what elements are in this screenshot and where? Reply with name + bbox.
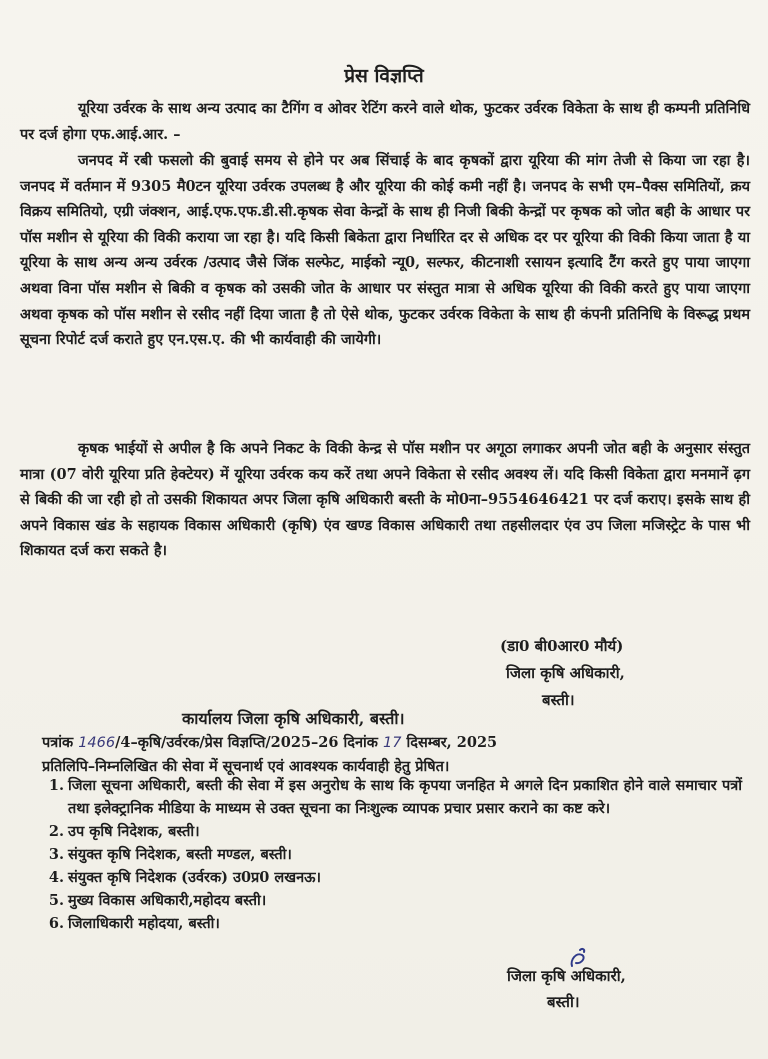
reference-middle: /4–कृषि/उर्वरक/प्रेस विज्ञप्ति/2025–26 दिनांक <box>115 734 378 751</box>
list-item: 1. जिला सूचना अधिकारी, बस्ती की सेवा में इस अनुरोध के साथ कि कृपया जनहित मे अगले दिन प्रकाशित होने वाले समाचार पत्रों तथा इलेक्ट्रानिक मीडिया के माध्यम से उक्त सूचना का निःशुल्क व्यापक प्रचार प्रसार कराने का कष्ट करे। <box>48 777 742 817</box>
reference-line <box>42 732 497 752</box>
officer-place: बस्ती। <box>542 691 575 709</box>
signature-block-1 <box>500 633 740 714</box>
body-paragraph-2: कृषक भाईयों से अपील है कि अपने निकट के विकी केन्द्र से पॉस मशीन पर अगूठा लगाकर अपनी जोत बही के अनुसार संस्तुत मात्रा (07 वोरी यूरिया प्रति हेक्टेयर) में यूरिया उर्वरक कय करें तथा अपने विकेता से रसीद अवश्य लें। यदि किसी विकेता द्वारा मनमानें ढ़ग से बिकी की जा रही हो तो उसकी शिकायत अपर जिला कृषि अधिकारी बस्ती के मो0ना–9554646421 पर दर्ज कराए। इसके साथ ही अपने विकास खंड के सहायक विकास अधिकारी (कृषि) एंव खण्ड विकास अधिकारी तथा तहसीलदार एंव उप जिला मजिस्ट्रेट के पास भी शिकायत दर्ज करा सकते है। <box>20 440 750 560</box>
reference-prefix: पत्रांक <box>42 734 74 751</box>
officer-name: (डा0 बी0आर0 मौर्य) <box>500 637 624 655</box>
list-item: 5. मुख्य विकास अधिकारी,महोदय बस्ती। <box>48 892 267 909</box>
officer-place-2: बस्ती। <box>547 993 580 1011</box>
list-item: 4. संयुक्त कृषि निदेशक (उर्वरक) उ0प्र0 लखनऊ। <box>48 869 322 886</box>
signature-block-2 <box>507 963 747 1015</box>
officer-designation: जिला कृषि अधिकारी, <box>506 664 625 682</box>
headline-paragraph: यूरिया उर्वरक के साथ अन्य उत्पाद का टैगिंग व ओवर रेटिंग करने वाले थोक, फुटकर उर्वरक विकेता के साथ ही कम्पनी प्रतिनिधि पर दर्ज होगा एफ.आई.आर. – <box>20 100 750 143</box>
list-item: 6. जिलाधिकारी महोदया, बस्ती। <box>48 915 220 932</box>
reference-month-year: दिसम्बर, 2025 <box>406 734 498 751</box>
list-item: 2. उप कृषि निदेशक, बस्ती। <box>48 823 200 840</box>
document-title: प्रेस विज्ञप्ति <box>344 65 424 87</box>
reference-day: 17 <box>382 735 402 751</box>
body-paragraph-1: जनपद में रबी फसलो की बुवाई समय से होने पर अब सिंचाई के बाद कृषकों द्वारा यूरिया की मांग तेजी से किया जा रहा है। जनपद में वर्तमान में 9305 मै0टन यूरिया उर्वरक उपलब्ध है और यूरिया की कोई कमी नहीं है। जनपद के सभी एम–पैक्स समितियों, क्रय विक्रय समितियो, एग्री जंक्शन, आई.एफ.एफ.डी.सी.कृषक सेवा केन्द्रों के साथ ही निजी बिकी केन्द्रों पर कृषक को जोत बही के आधार पर पॉस मशीन से यूरिया की विकी कराया जा रहा है। यदि किसी बिकेता द्वारा निर्धारित दर से अधिक दर पर यूरिया की विकी किया जाता है या यूरिया के साथ अन्य अन्य उर्वरक /उत्पाद जैसे जिंक सल्फेट, माईको न्यू0, सल्फर, कीटनाशी रसायन इत्यादि टैंग करते हुए पाया जाएगा अथवा विना पॉस मशीन से बिकी व कृषक को उसकी जोत के आधार पर संस्तुत मात्रा से अधिक यूरिया की विकी करते हुए पाया जाएगा अथवा कृषक को पॉस मशीन से रसीद नहीं दिया जाता है तो ऐसे थोक, फुटकर उर्वरक विकेता के साथ ही कंपनी प्रतिनिधि के विरूद्ध प्रथम सूचना रिपोर्ट दर्ज कराते हुए एन.एस.ए. की भी कार्यवाही की जायेगी। <box>20 152 750 349</box>
copy-intro: प्रतिलिपि–निम्नलिखित की सेवा में सूचनार्थ एवं आवश्यक कार्यवाही हेतु प्रेषित। <box>42 758 450 775</box>
officer-designation-2: जिला कृषि अधिकारी, <box>507 967 626 985</box>
office-heading: कार्यालय जिला कृषि अधिकारी, बस्ती। <box>182 709 405 728</box>
reference-number: 1466 <box>78 735 116 751</box>
recipient-list <box>42 774 742 935</box>
list-item: 3. संयुक्त कृषि निदेशक, बस्ती मण्डल, बस्ती। <box>48 846 292 863</box>
